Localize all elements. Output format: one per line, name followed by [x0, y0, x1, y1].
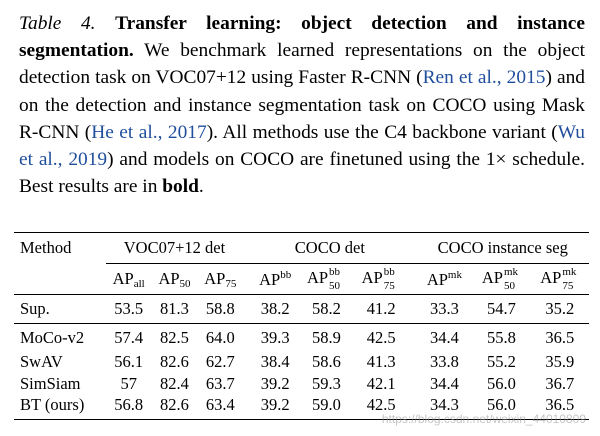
- value-cell: 82.5: [152, 324, 198, 352]
- method-header-spacer: [14, 264, 106, 295]
- metric-sup: mk: [562, 265, 577, 278]
- caption-text-1: We benchmark learned representations on the object detection task on VOC07+12 using Faster R-CNN (: [19, 40, 585, 89]
- value-cell: 39.2: [260, 373, 290, 393]
- metric-base: AP: [112, 268, 134, 288]
- watermark: https://blog.csdn.net/weixin_44010809: [381, 412, 586, 426]
- method-cell: BT (ours): [14, 395, 106, 420]
- value-cell: 53.5: [106, 295, 152, 324]
- value-cell: 38.4: [260, 351, 290, 371]
- metric-sup: bb: [280, 268, 292, 281]
- value-cell: 56.1: [114, 351, 144, 371]
- value-cell: 82.6: [160, 351, 189, 371]
- value-cell: 39.3: [243, 324, 299, 352]
- value-cell: 56.0: [472, 395, 530, 420]
- metric-sub: 50: [329, 279, 341, 292]
- table-row: [14, 295, 589, 324]
- value-cell: 34.4: [409, 324, 473, 352]
- value-cell: 36.7: [545, 373, 575, 393]
- value-cell: 63.4: [197, 395, 243, 420]
- value-cell: 34.3: [409, 395, 473, 420]
- value-cell: 42.5: [354, 395, 409, 420]
- metric-sub: 75: [225, 277, 237, 290]
- citation-wu-2019[interactable]: Wu et al., 2019: [19, 121, 586, 171]
- metric-header-2: [197, 264, 243, 295]
- value-cell: 57.4: [106, 324, 152, 352]
- metric-header-7: [472, 264, 530, 295]
- value-cell: 59.0: [299, 395, 354, 420]
- value-cell: 82.4: [160, 373, 189, 393]
- value-cell: 59.3: [312, 373, 341, 393]
- value-cell: 55.2: [487, 351, 516, 371]
- metric-header-1: [152, 264, 198, 295]
- metric-base: AP: [481, 268, 503, 288]
- caption-label: Table 4.: [19, 13, 96, 34]
- caption-text-2: ) and on the detection and instance segmentation task on COCO using Mask R-CNN (: [19, 67, 585, 143]
- metric-sup: mk: [503, 265, 519, 278]
- group-header-voc: VOC07+12 det: [106, 233, 243, 264]
- citation-he-2017[interactable]: He et al., 2017: [91, 121, 207, 143]
- citation-ren-2015[interactable]: Ren et al., 2015: [422, 67, 546, 89]
- value-cell: 82.6: [152, 395, 198, 420]
- value-cell: 56.0: [487, 373, 516, 393]
- value-cell: 39.2: [243, 395, 299, 420]
- metric-header-0: [106, 264, 152, 295]
- method-cell: Sup.: [14, 295, 106, 324]
- metric-sub: 50: [179, 277, 191, 290]
- metric-header-5: [354, 264, 409, 295]
- value-cell: 33.3: [409, 295, 473, 324]
- metric-base: AP: [426, 269, 448, 289]
- value-cell: 63.7: [205, 373, 235, 393]
- value-cell: 42.1: [366, 373, 396, 393]
- metric-base: AP: [259, 269, 281, 289]
- metric-sub: 50: [503, 279, 515, 292]
- value-cell: 58.6: [312, 351, 341, 371]
- table-row: [14, 373, 589, 395]
- value-cell: 56.8: [106, 395, 152, 420]
- value-cell: 35.2: [531, 295, 589, 324]
- value-cell: 35.9: [545, 351, 575, 371]
- caption-title: Transfer learning: object detection and instance segmentation.: [19, 13, 585, 62]
- metric-sup: mk: [447, 268, 462, 281]
- metric-sup: bb: [329, 265, 341, 278]
- metric-sub: 75: [562, 279, 574, 292]
- value-cell: 64.0: [197, 324, 243, 352]
- value-cell: 34.4: [429, 373, 459, 393]
- value-cell: 41.2: [354, 295, 409, 324]
- group-header-row: [14, 233, 589, 264]
- value-cell: 36.5: [531, 395, 589, 420]
- method-cell: SwAV: [20, 351, 63, 371]
- caption-text-3: ). All methods use the C4 backbone variant (: [206, 121, 558, 143]
- value-cell: 36.5: [531, 324, 589, 352]
- metric-header-4: [299, 264, 354, 295]
- metric-sub: 75: [383, 279, 395, 292]
- metric-header-3: [243, 264, 299, 295]
- results-table: [14, 232, 589, 420]
- value-cell: 58.9: [299, 324, 354, 352]
- value-cell: 57: [120, 373, 137, 393]
- value-cell: 58.8: [197, 295, 243, 324]
- metric-sub: all: [133, 277, 145, 290]
- metric-base: AP: [540, 268, 562, 288]
- metric-base: AP: [204, 268, 226, 288]
- value-cell: 58.2: [299, 295, 354, 324]
- method-cell: SimSiam: [20, 373, 81, 393]
- value-cell: 55.8: [472, 324, 530, 352]
- method-header: Method: [14, 233, 106, 264]
- caption-bold-word: bold: [162, 176, 199, 198]
- group-header-coco-seg: COCO instance seg: [409, 233, 589, 264]
- value-cell: 62.7: [205, 351, 235, 371]
- value-cell: 54.7: [472, 295, 530, 324]
- metric-header-8: [531, 264, 589, 295]
- table-row: [14, 351, 589, 373]
- value-cell: 38.2: [243, 295, 299, 324]
- value-cell: 42.5: [354, 324, 409, 352]
- table-caption: [19, 10, 585, 200]
- metric-header-6: [409, 264, 473, 295]
- value-cell: 33.8: [429, 351, 459, 371]
- metric-header-row: [14, 264, 589, 295]
- metric-base: AP: [158, 268, 180, 288]
- metric-sup: bb: [383, 265, 395, 278]
- metric-base: AP: [306, 268, 329, 288]
- metric-base: AP: [361, 268, 383, 288]
- value-cell: 81.3: [152, 295, 198, 324]
- group-header-coco-det: COCO det: [243, 233, 408, 264]
- table-body: [14, 295, 589, 420]
- caption-text-4: ) and models on COCO are finetuned using the 1× schedule. Best results are in: [19, 149, 585, 198]
- value-cell: 41.3: [366, 351, 396, 371]
- table-row: [14, 324, 589, 352]
- caption-text-5: .: [198, 176, 204, 198]
- method-cell: MoCo-v2: [14, 324, 106, 352]
